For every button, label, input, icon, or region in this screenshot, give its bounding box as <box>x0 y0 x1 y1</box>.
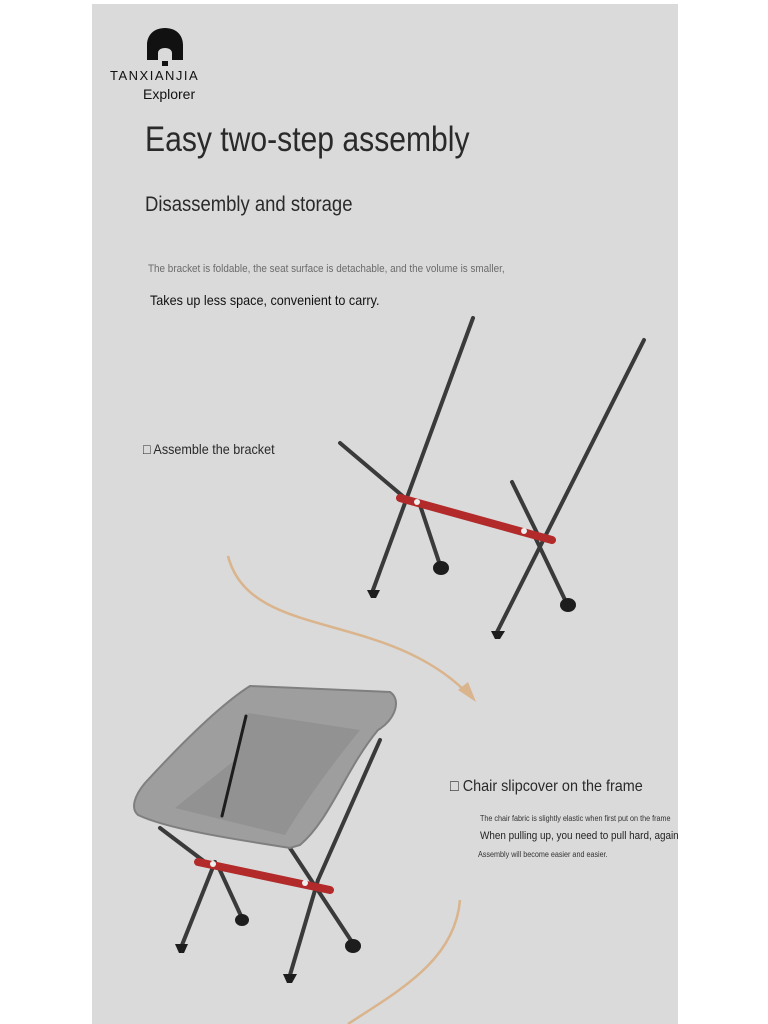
frame-joint <box>210 861 216 867</box>
step-2-label: □ Chair slipcover on the frame <box>450 778 643 795</box>
assembled-chair-illustration <box>134 686 396 975</box>
brand-name: TANXIANJIA <box>110 68 200 83</box>
frame-pole <box>288 845 352 942</box>
frame-foot <box>175 944 188 953</box>
frame-pole <box>420 505 440 565</box>
frame-joint <box>302 880 308 886</box>
frame-foot <box>491 631 505 639</box>
frame-foot <box>433 561 449 575</box>
page-subtitle: Disassembly and storage <box>145 193 353 216</box>
frame-joint <box>521 528 527 534</box>
frame-foot <box>235 914 249 926</box>
frame-foot <box>345 939 361 953</box>
step-1-label: □ Assemble the bracket <box>143 441 275 457</box>
frame-foot <box>367 590 380 598</box>
step-2-note-1: The chair fabric is slightly elastic when first put on the frame <box>480 814 671 823</box>
description-line-1: The bracket is foldable, the seat surface is detachable, and the volume is smaller, <box>148 263 505 275</box>
step-2-note-2: When pulling up, you need to pull hard, again <box>480 830 679 842</box>
curved-arrow <box>228 556 464 690</box>
arrow-head <box>458 682 476 702</box>
frame-pole <box>373 318 473 590</box>
page-title: Easy two-step assembly <box>145 120 470 159</box>
frame-pole <box>340 443 405 498</box>
frame-foot <box>560 598 576 612</box>
description-line-2: Takes up less space, convenient to carry. <box>150 292 380 308</box>
frame-pole <box>497 340 644 632</box>
frame-foot <box>283 974 297 983</box>
brand-sub-name: Explorer <box>143 86 196 102</box>
frame-pole <box>535 537 567 604</box>
frame-joint <box>414 499 420 505</box>
step-2-note-3: Assembly will become easier and easier. <box>478 850 608 859</box>
curved-arrow <box>348 900 460 1024</box>
frame-pole <box>182 862 215 945</box>
frame-pole <box>290 880 318 975</box>
